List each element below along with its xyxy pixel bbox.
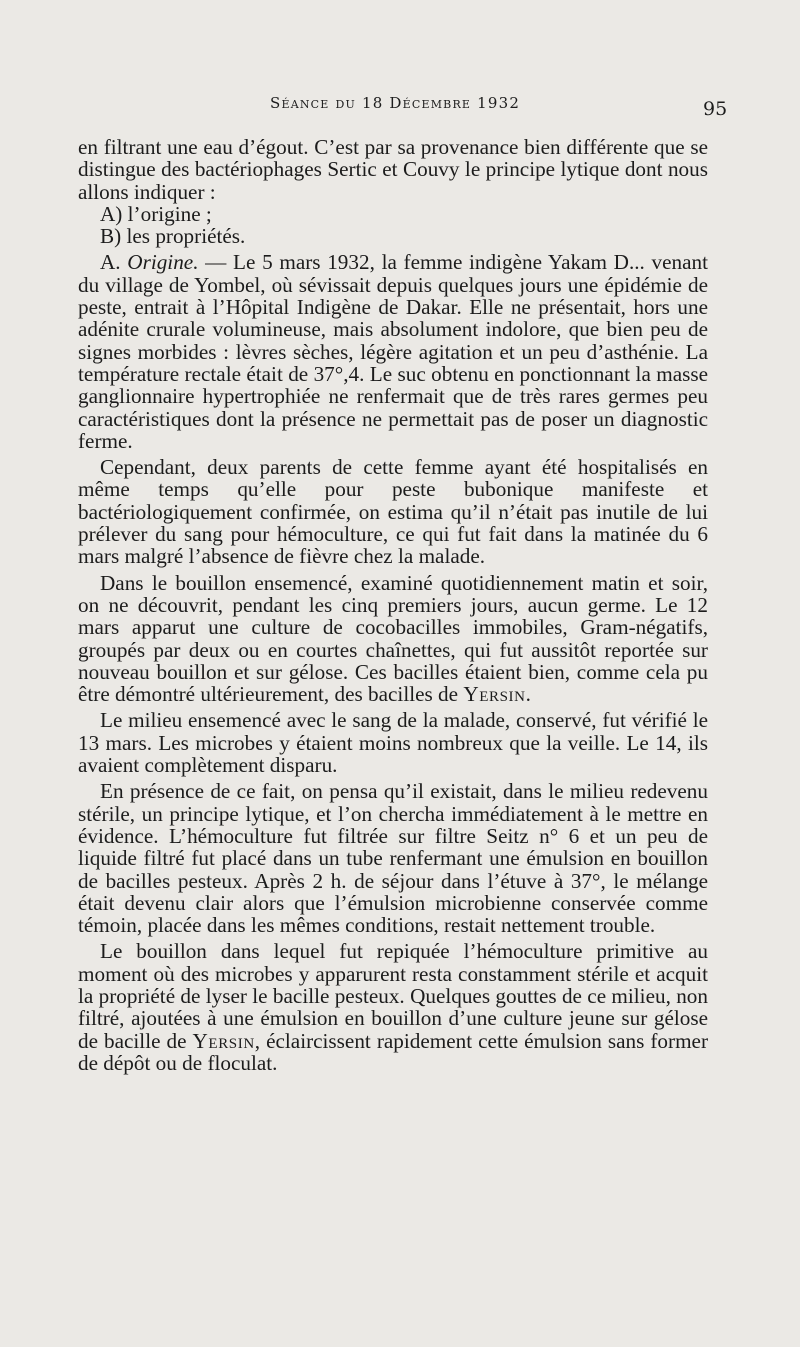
paragraph-origin bbox=[78, 251, 708, 452]
paragraph-bouillon-text: Le bouillon dans lequel fut repiquée l’hémoculture primitive au moment où des microbes y apparurent resta constamment stérile et acquit la propriété de lyser le bacille pesteux. Quelques gouttes de ce milieu, non filtré, ajoutées à une émulsion en bouillon d’une culture jeune sur gélose de bacille de bbox=[78, 939, 708, 1053]
page-header bbox=[0, 88, 800, 118]
paragraph-culture-end: . bbox=[525, 682, 531, 707]
paragraph-relatives: Cependant, deux parents de cette femme ayant été hospitalisés en même temps qu’elle pour peste bubonique manifeste et bactériologiquement confirmée, on estima qu’il n’était pas inutile de lui prélever du sang pour hémoculture, ce qui fut fait dans la matinée du 6 mars malgré l’absence de fièvre chez la malade. bbox=[78, 455, 708, 569]
author-name-yersin-2: Yersin bbox=[192, 1028, 255, 1053]
paragraph-lytic-principle: En présence de ce fait, on pensa qu’il existait, dans le milieu redevenu stérile, un principe lytique, et l’on chercha immédiatement à le mettre en évidence. L’hémoculture fut filtrée sur filtre Seitz n° 6 et un peu de liquide filtré fut placé dans un tube renfermant une émulsion en bouillon de bacilles pesteux. Après 2 h. de séjour dans l’étuve à 37°, le mélange était devenu clair alors que l’émulsion microbienne conservée comme témoin, placée dans les mêmes conditions, restait nettement trouble. bbox=[78, 779, 708, 938]
list-item-origin: A) l’origine ; bbox=[100, 201, 212, 226]
running-title: Séance du 18 Décembre 1932 bbox=[270, 94, 521, 112]
paragraph-intro: en filtrant une eau d’égout. C’est par sa provenance bien différente que se distingue des bactériophages Sertic et Couvy le principe lytique dont nous allons indiquer : bbox=[78, 135, 708, 204]
page-number: 95 bbox=[703, 98, 728, 120]
paragraph-bouillon bbox=[78, 940, 708, 1074]
paragraph-origin-text: — Le 5 mars 1932, la femme indigène Yakam D... venant du village de Yombel, où sévissait depuis quelques jours une épidémie de peste, entrait à l’Hôpital Indigène de Dakar. Elle ne présentait, hors une adénite crurale volumineuse, mais absolument indolore, que bien peu de signes morbides : lèvres sèches, légère agitation et un peu d’asthénie. La température rectale était de 37°,4. Le suc obtenu en ponctionnant la masse ganglionnaire hypertrophiée ne renfermait que de très rares germes peu caractéristiques dont la présence ne permettait pas de poser un diagnostic ferme. bbox=[78, 250, 708, 453]
paragraph-culture-text: Dans le bouillon ensemencé, examiné quotidiennement matin et soir, on ne découvrit, pendant les cinq premiers jours, aucun germe. Le 12 mars apparut une culture de cocobacilles immobiles, Gram-négatifs, groupés par deux ou en courtes chaînettes, qui fut aussitôt reportée sur nouveau bouillon et sur gélose. Ces bacilles étaient bien, comme cela pu être démontré ultérieurement, des bacilles de bbox=[78, 570, 708, 707]
paragraph-culture bbox=[78, 572, 708, 706]
section-heading-origin: Origine. bbox=[127, 250, 199, 275]
paragraph-verification: Le milieu ensemencé avec le sang de la malade, conservé, fut vérifié le 13 mars. Les microbes y étaient moins nombreux que la veille. Le 14, ils avaient complètement disparu. bbox=[78, 708, 708, 778]
list-item-properties: B) les propriétés. bbox=[100, 224, 246, 249]
paragraph-bouillon-end: , éclaircissent rapidement cette émulsion sans former de dépôt ou de floculat. bbox=[78, 1028, 709, 1075]
author-name-yersin: Yersin bbox=[463, 682, 526, 707]
body-text bbox=[78, 136, 708, 1074]
section-letter: A. bbox=[100, 250, 128, 275]
